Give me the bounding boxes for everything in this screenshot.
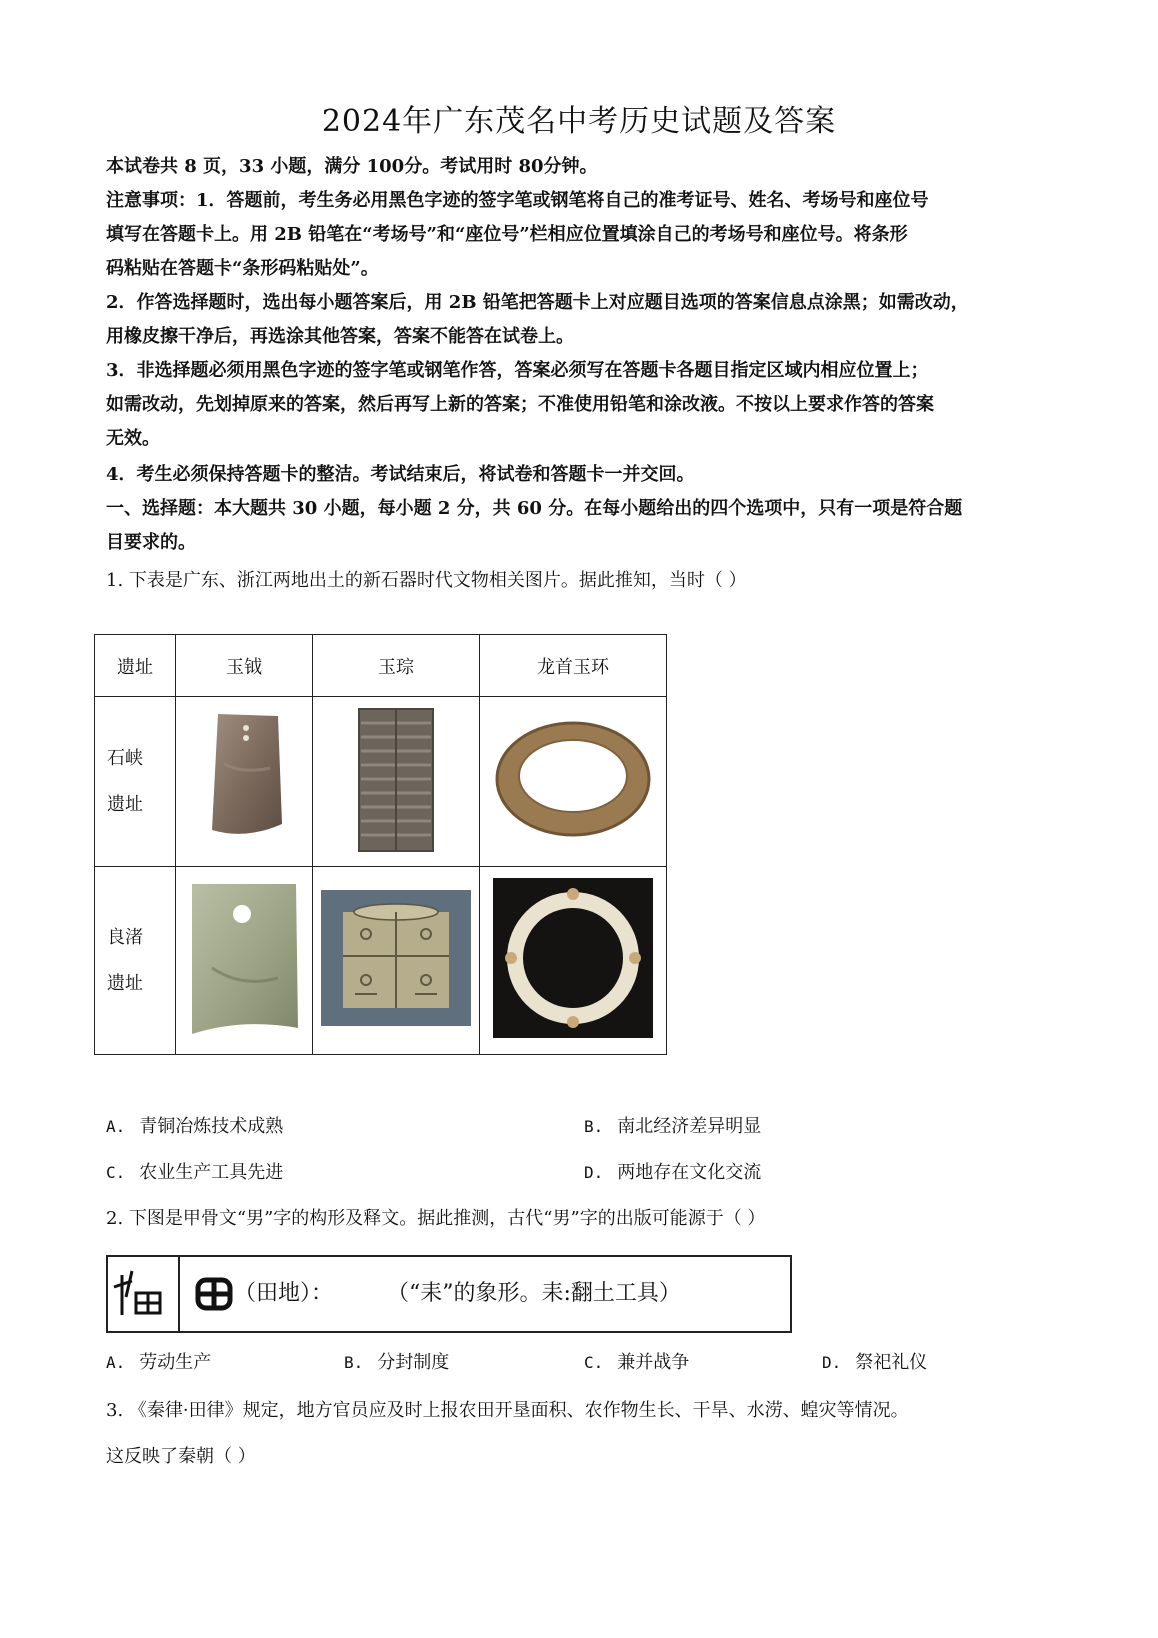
q1-option-a[interactable] bbox=[106, 1112, 283, 1138]
relics-table bbox=[94, 634, 667, 1055]
option-text: 两地存在文化交流 bbox=[617, 1162, 762, 1183]
option-text: 农业生产工具先进 bbox=[139, 1162, 284, 1183]
q1-option-b[interactable] bbox=[584, 1112, 761, 1138]
site-label: 遗址 bbox=[107, 793, 143, 815]
oracle-text-plough: （“耒”的象形。耒:翻土工具） bbox=[387, 1281, 681, 1306]
question-1-stem: 1. 下表是广东、浙江两地出土的新石器时代文物相关图片。据此推知，当时（ ） bbox=[106, 570, 747, 591]
option-text: 青铜冶炼技术成熟 bbox=[139, 1116, 284, 1137]
option-letter: B. bbox=[344, 1353, 364, 1372]
q2-option-a[interactable] bbox=[106, 1348, 211, 1374]
option-letter: A. bbox=[106, 1353, 126, 1372]
option-text: 南北经济差异明显 bbox=[617, 1116, 762, 1137]
question-3-stem: 3. 《秦律·田律》规定，地方官员应及时上报农田开垦面积、农作物生长、干旱、水涝、蝗灾等情况。 bbox=[106, 1400, 909, 1421]
oracle-explanation bbox=[180, 1257, 681, 1331]
table-header: 玉钺 bbox=[176, 635, 313, 697]
q2-option-b[interactable] bbox=[344, 1348, 449, 1374]
page-title: 2024年广东茂名中考历史试题及答案 bbox=[321, 104, 837, 139]
section-heading: 目要求的。 bbox=[106, 532, 196, 553]
notice-line: 4．考生必须保持答题卡的整洁。考试结束后，将试卷和答题卡一并交回。 bbox=[106, 464, 695, 485]
notice-line: 3．非选择题必须用黑色字迹的签字笔或钢笔作答，答案必须写在答题卡各题目指定区域内相应位置上； bbox=[106, 360, 929, 381]
oracle-bone-figure bbox=[106, 1255, 792, 1333]
notice-line: 码粘贴在答题卡“条形码粘贴处”。 bbox=[106, 258, 379, 279]
site-shixia bbox=[95, 697, 176, 867]
jade-cong-liangzhu-image bbox=[313, 867, 480, 1055]
question-3-stem-continued: 这反映了秦朝（ ） bbox=[106, 1446, 256, 1467]
notice-line: 无效。 bbox=[106, 428, 160, 449]
table-header: 玉琮 bbox=[313, 635, 480, 697]
jade-dragon-ring-liangzhu-image bbox=[480, 867, 667, 1055]
notice-line: 如需改动，先划掉原来的答案，然后再写上新的答案；不准使用铅笔和涂改液。不按以上要求作答的答案 bbox=[106, 394, 934, 415]
jade-yue-liangzhu-image bbox=[176, 867, 313, 1055]
oracle-tian-character-icon bbox=[194, 1274, 234, 1314]
option-text: 劳动生产 bbox=[139, 1352, 212, 1373]
notice-line: 注意事项：1．答题前，考生务必用黑色字迹的签字笔或钢笔将自己的准考证号、姓名、考场号和座位号 bbox=[106, 190, 929, 211]
jade-ring-shixia-image bbox=[480, 697, 667, 867]
table-header: 龙首玉环 bbox=[480, 635, 667, 697]
notice-line: 用橡皮擦干净后，再选涂其他答案，答案不能答在试卷上。 bbox=[106, 326, 574, 347]
site-label: 遗址 bbox=[107, 972, 143, 994]
q2-option-d[interactable] bbox=[822, 1348, 927, 1374]
section-heading: 一、选择题：本大题共 30 小题，每小题 2 分，共 60 分。在每小题给出的四个选项中，只有一项是符合题 bbox=[106, 498, 963, 519]
oracle-text-field: （田地）： bbox=[234, 1281, 334, 1306]
option-letter: B. bbox=[584, 1117, 604, 1136]
option-letter: D. bbox=[584, 1163, 604, 1182]
oracle-nan-character-icon bbox=[108, 1257, 180, 1331]
option-text: 分封制度 bbox=[377, 1352, 450, 1373]
q2-option-c[interactable] bbox=[584, 1348, 689, 1374]
jade-cong-shixia-image bbox=[313, 697, 480, 867]
option-letter: A. bbox=[106, 1117, 126, 1136]
option-text: 祭祀礼仪 bbox=[855, 1352, 928, 1373]
site-liangzhu bbox=[95, 867, 176, 1055]
site-label: 良渚 bbox=[107, 926, 143, 948]
table-header: 遗址 bbox=[95, 635, 176, 697]
option-letter: D. bbox=[822, 1353, 842, 1372]
option-text: 兼并战争 bbox=[617, 1352, 690, 1373]
notice-line: 填写在答题卡上。用 2B 铅笔在“考场号”和“座位号”栏相应位置填涂自己的考场号和座位号。将条形 bbox=[106, 224, 908, 245]
option-letter: C. bbox=[584, 1353, 604, 1372]
site-label: 石峡 bbox=[107, 747, 143, 769]
jade-yue-shixia-image bbox=[176, 697, 313, 867]
option-letter: C. bbox=[106, 1163, 126, 1182]
notice-line: 2．作答选择题时，选出每小题答案后，用 2B 铅笔把答题卡上对应题目选项的答案信息点涂黑；如需改动， bbox=[106, 292, 969, 313]
question-2-stem: 2. 下图是甲骨文“男”字的构形及释文。据此推测，古代“男”字的出版可能源于（ ） bbox=[106, 1208, 766, 1229]
q1-option-c[interactable] bbox=[106, 1158, 283, 1184]
q1-option-d[interactable] bbox=[584, 1158, 761, 1184]
exam-intro: 本试卷共 8 页，33 小题，满分 100分。考试用时 80分钟。 bbox=[106, 156, 598, 177]
